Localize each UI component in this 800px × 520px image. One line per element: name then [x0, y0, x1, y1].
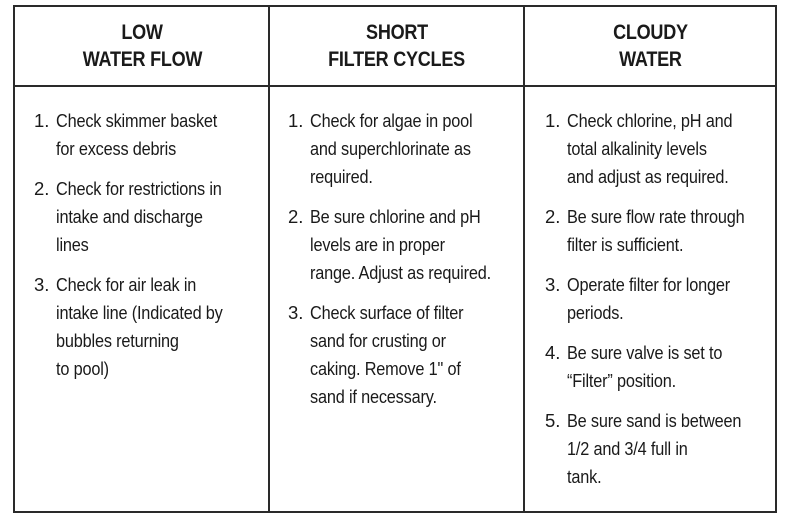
item-text-line: caking. Remove 1" of — [310, 358, 461, 379]
list-item — [545, 271, 775, 327]
item-text — [567, 271, 752, 327]
item-text-line: Be sure flow rate through — [567, 206, 745, 227]
troubleshooting-table — [13, 5, 777, 513]
item-text-line: 1/2 and 3/4 full in — [567, 438, 688, 459]
list-item — [288, 107, 525, 191]
item-number: 4. — [545, 342, 561, 363]
item-number: 2. — [34, 178, 50, 199]
item-number: 3. — [545, 274, 561, 295]
item-text-line: Be sure chlorine and pH — [310, 206, 481, 227]
item-number: 2. — [288, 206, 304, 227]
item-text-line: range. Adjust as required. — [310, 262, 491, 283]
item-number: 5. — [545, 410, 561, 431]
column-header — [269, 7, 525, 85]
item-text-line: sand if necessary. — [310, 386, 437, 407]
list-item — [288, 203, 525, 287]
item-number: 3. — [288, 302, 304, 323]
item-text — [310, 299, 484, 411]
item-text — [56, 175, 244, 259]
item-text-line: and superchlorinate as — [310, 138, 471, 159]
list-item — [34, 175, 269, 259]
item-text-line: total alkalinity levels — [567, 138, 707, 159]
item-text-line: Be sure sand is between — [567, 410, 742, 431]
item-text-line: Check for restrictions in — [56, 178, 222, 199]
column-header-line: CLOUDY — [612, 21, 688, 44]
column-header-line: FILTER CYCLES — [328, 48, 466, 71]
item-number: 1. — [34, 110, 50, 131]
item-text-line: bubbles returning — [56, 330, 179, 351]
item-text-line: and adjust as required. — [567, 166, 729, 187]
column-header-line: WATER — [618, 48, 682, 71]
item-text-line: intake line (Indicated by — [56, 302, 223, 323]
column-cloudy-water — [525, 7, 775, 511]
column-short-filter-cycles — [269, 7, 525, 511]
item-number: 3. — [34, 274, 50, 295]
item-number: 1. — [288, 110, 304, 131]
item-text-line: for excess debris — [56, 138, 177, 159]
column-header-line: LOW — [121, 21, 163, 44]
item-text — [310, 107, 495, 191]
item-text-line: Be sure valve is set to — [567, 342, 723, 363]
item-text — [567, 203, 769, 259]
item-text — [567, 107, 755, 191]
item-list — [288, 107, 525, 423]
item-list — [34, 107, 269, 395]
column-header-line: SHORT — [366, 21, 428, 44]
item-number: 1. — [545, 110, 561, 131]
column-header-line: WATER FLOW — [82, 48, 202, 71]
item-text-line: lines — [56, 234, 89, 255]
list-item — [545, 203, 775, 259]
item-text-line: sand for crusting or — [310, 330, 446, 351]
item-text-line: “Filter” position. — [567, 370, 677, 391]
item-text — [56, 107, 239, 163]
list-item — [34, 271, 269, 383]
item-number: 2. — [545, 206, 561, 227]
column-header — [15, 7, 269, 85]
list-item — [545, 407, 775, 491]
item-text — [567, 339, 743, 395]
column-header — [525, 7, 775, 85]
item-text-line: intake and discharge — [56, 206, 203, 227]
item-text-line: Check skimmer basket — [56, 110, 218, 131]
item-text-line: Check surface of filter — [310, 302, 464, 323]
list-item — [545, 107, 775, 191]
column-low-water-flow — [15, 7, 269, 511]
item-text — [567, 407, 765, 491]
item-list — [545, 107, 775, 503]
item-text-line: periods. — [567, 302, 624, 323]
item-text-line: to pool) — [56, 358, 109, 379]
item-text-line: tank. — [567, 466, 602, 487]
item-text-line: Check for algae in pool — [310, 110, 473, 131]
item-text-line: levels are in proper — [310, 234, 445, 255]
item-text-line: Check chlorine, pH and — [567, 110, 733, 131]
list-item — [34, 107, 269, 163]
list-item — [288, 299, 525, 411]
item-text-line: filter is sufficient. — [567, 234, 684, 255]
item-text-line: Operate filter for longer — [567, 274, 731, 295]
item-text — [56, 271, 245, 383]
item-text-line: required. — [310, 166, 373, 187]
item-text-line: Check for air leak in — [56, 274, 197, 295]
item-text — [310, 203, 516, 287]
list-item — [545, 339, 775, 395]
